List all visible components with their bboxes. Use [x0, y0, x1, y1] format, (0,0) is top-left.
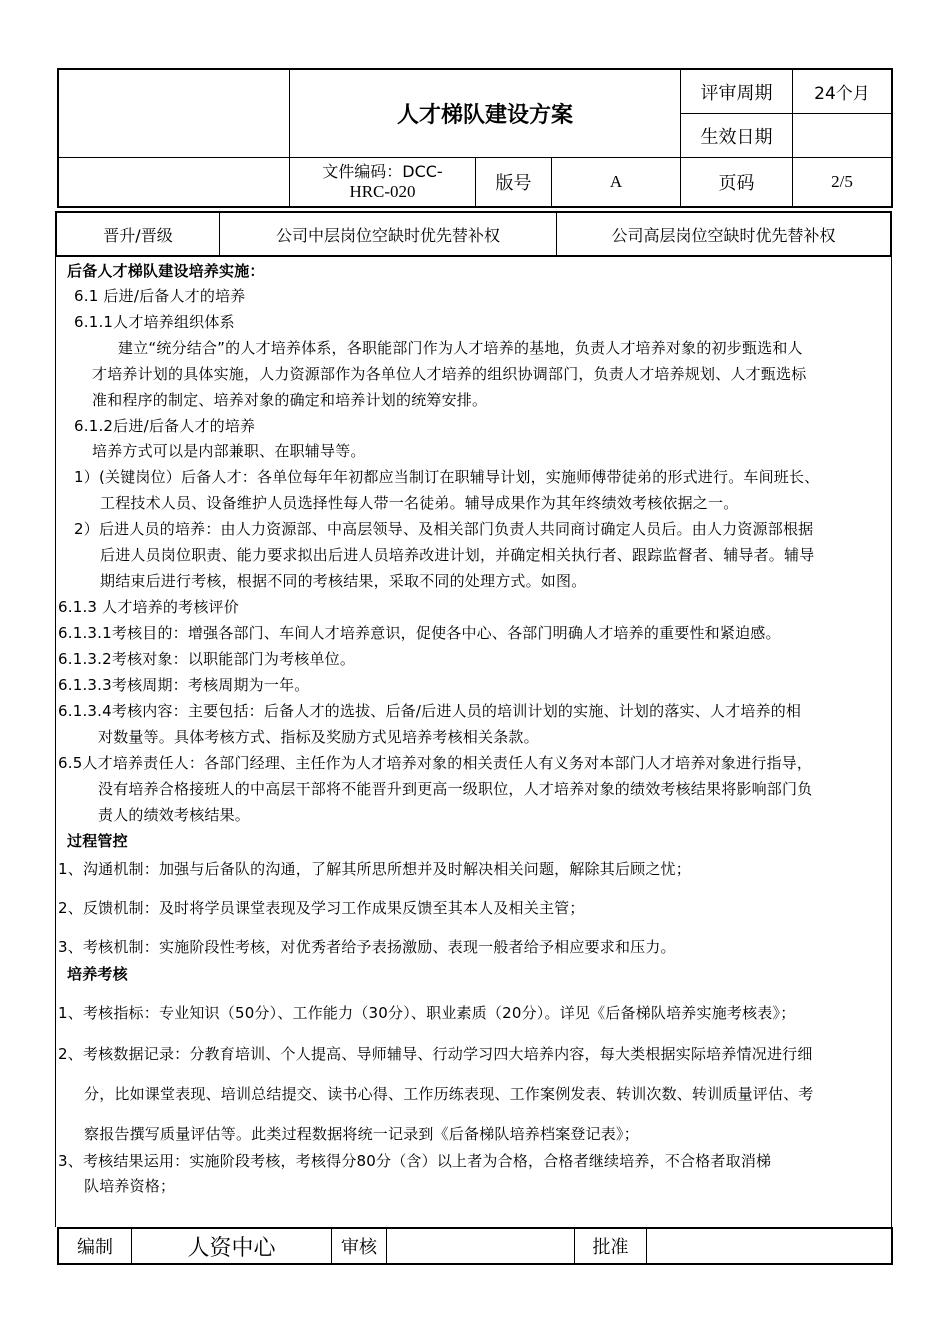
subsection-heading: 6.1.2后进/后备人才的培养 [74, 417, 256, 435]
list-item: 3、考核机制：实施阶段性考核，对优秀者给予表扬激励、表现一般者给予相应要求和压力。 [58, 938, 676, 956]
promotion-label: 晋升/晋级 [57, 213, 220, 255]
paragraph-line: 6.5人才培养责任人：各部门经理、主任作为人才培养对象的相关责任人有义务对本部门人才培养对象进行指导， [58, 754, 813, 772]
list-item-continuation: 察报告撰写质量评估等。此类过程数据将统一记录到《后备梯队培养档案登记表》； [84, 1125, 639, 1143]
list-item-continuation: 后进人员岗位职责、能力要求拟出后进人员培养改进计划，并确定相关执行者、跟踪监督者、辅导者。辅导 [100, 546, 815, 564]
paragraph-line: 6.1.3.3考核周期：考核周期为一年。 [58, 676, 310, 694]
doc-code-value: HRC-020 [349, 182, 416, 201]
page-label: 页码 [681, 158, 793, 206]
version-value: A [552, 158, 681, 206]
section-heading: 过程管控 [67, 832, 128, 850]
approval-footer-table [57, 1227, 893, 1265]
paragraph-line: 6.1.3.4考核内容：主要包括：后备人才的选拔、后备/后进人员的培训计划的实施、计划的落实、人才培养的相 [58, 702, 802, 720]
prepared-by-value: 人资中心 [132, 1229, 332, 1263]
document-title: 人才梯队建设方案 [290, 70, 681, 158]
page-number: 2/5 [831, 172, 853, 191]
review-cycle-value: 24个月 [793, 70, 891, 114]
effective-date-label: 生效日期 [681, 114, 793, 158]
section-heading: 后备人才梯队建设培养实施： [67, 262, 265, 280]
subsection-heading: 6.1 后进/后备人才的培养 [74, 287, 246, 305]
section-heading: 培养考核 [67, 965, 128, 983]
doc-code-label: 文件编码：DCC- [322, 162, 443, 181]
paragraph-line: 培养方式可以是内部兼职、在职辅导等。 [92, 442, 366, 460]
paragraph-line: 准和程序的制定、培养对象的确定和培养计划的统筹安排。 [92, 391, 488, 409]
paragraph-line: 责人的绩效考核结果。 [98, 806, 251, 824]
paragraph-line: 才培养计划的具体实施，人力资源部作为各单位人才培养的组织协调部门，负责人才培养规划、人才甄选标 [92, 365, 807, 383]
review-cycle-label: 评审周期 [681, 70, 793, 114]
list-item-continuation: 分，比如课堂表现、培训总结提交、读书心得、工作历练表现、工作案例发表、转训次数、转训质量评估、考 [84, 1085, 814, 1103]
prepared-by-label: 编制 [59, 1229, 132, 1263]
doc-code [290, 158, 476, 206]
approved-by-label: 批准 [575, 1229, 647, 1263]
effective-date-value [793, 114, 891, 158]
reviewed-by-label: 审核 [332, 1229, 387, 1263]
list-item-continuation: 队培养资格； [84, 1177, 176, 1195]
list-item: 2）后进人员的培养：由人力资源部、中高层领导、及相关部门负责人共同商讨确定人员后。由人力资源部根据 [74, 520, 814, 538]
list-item: 1、沟通机制：加强与后备队的沟通，了解其所思所想并及时解决相关问题，解除其后顾之忧； [58, 860, 691, 878]
promotion-middle-level: 公司中层岗位空缺时优先替补权 [220, 213, 557, 255]
list-item-continuation: 期结束后进行考核，根据不同的考核结果，采取不同的处理方式。如图。 [100, 572, 587, 590]
paragraph-line: 6.1.3.2考核对象：以职能部门为考核单位。 [58, 650, 356, 668]
reviewed-by-value [387, 1229, 575, 1263]
promotion-row [55, 211, 892, 257]
list-item: 1）(关键岗位）后备人才：各单位每年年初都应当制订在职辅导计划，实施师傅带徒弟的形式进行。车间班长、 [74, 468, 820, 486]
logo-cell [59, 70, 290, 158]
list-item: 2、考核数据记录：分教育培训、个人提高、导师辅导、行动学习四大培养内容，每大类根据实际培养情况进行细 [58, 1045, 813, 1063]
list-item-continuation: 工程技术人员、设备维护人员选择性每人带一名徒弟。辅导成果作为其年终绩效考核依据之一。 [100, 494, 739, 512]
document-header-table [57, 68, 893, 208]
blank-cell [59, 158, 290, 206]
promotion-senior-level: 公司高层岗位空缺时优先替补权 [611, 225, 836, 245]
subsection-heading: 6.1.3 人才培养的考核评价 [58, 598, 239, 616]
paragraph-line: 对数量等。具体考核方式、指标及奖励方式见培养考核相关条款。 [98, 728, 539, 746]
paragraph-line: 6.1.3.1考核目的：增强各部门、车间人才培养意识，促使各中心、各部门明确人才培养的重要性和紧迫感。 [58, 624, 781, 642]
list-item: 3、考核结果运用：实施阶段考核，考核得分80分（含）以上者为合格，合格者继续培养，不合格者取消梯 [58, 1152, 772, 1170]
version-label: 版号 [476, 158, 552, 206]
list-item: 1、考核指标：专业知识（50分）、工作能力（30分）、职业素质（20分）。详见《后备梯队培养实施考核表》； [58, 1004, 796, 1022]
list-item: 2、反馈机制：及时将学员课堂表现及学习工作成果反馈至其本人及相关主管； [58, 899, 585, 917]
paragraph-line: 没有培养合格接班人的中高层干部将不能晋升到更高一级职位，人才培养对象的绩效考核结果将影响部门负 [98, 780, 813, 798]
paragraph-line: 建立“统分结合”的人才培养体系，各职能部门作为人才培养的基地，负责人才培养对象的初步甄选和人 [118, 339, 803, 357]
subsection-heading: 6.1.1人才培养组织体系 [74, 313, 235, 331]
approved-by-value [647, 1229, 891, 1263]
